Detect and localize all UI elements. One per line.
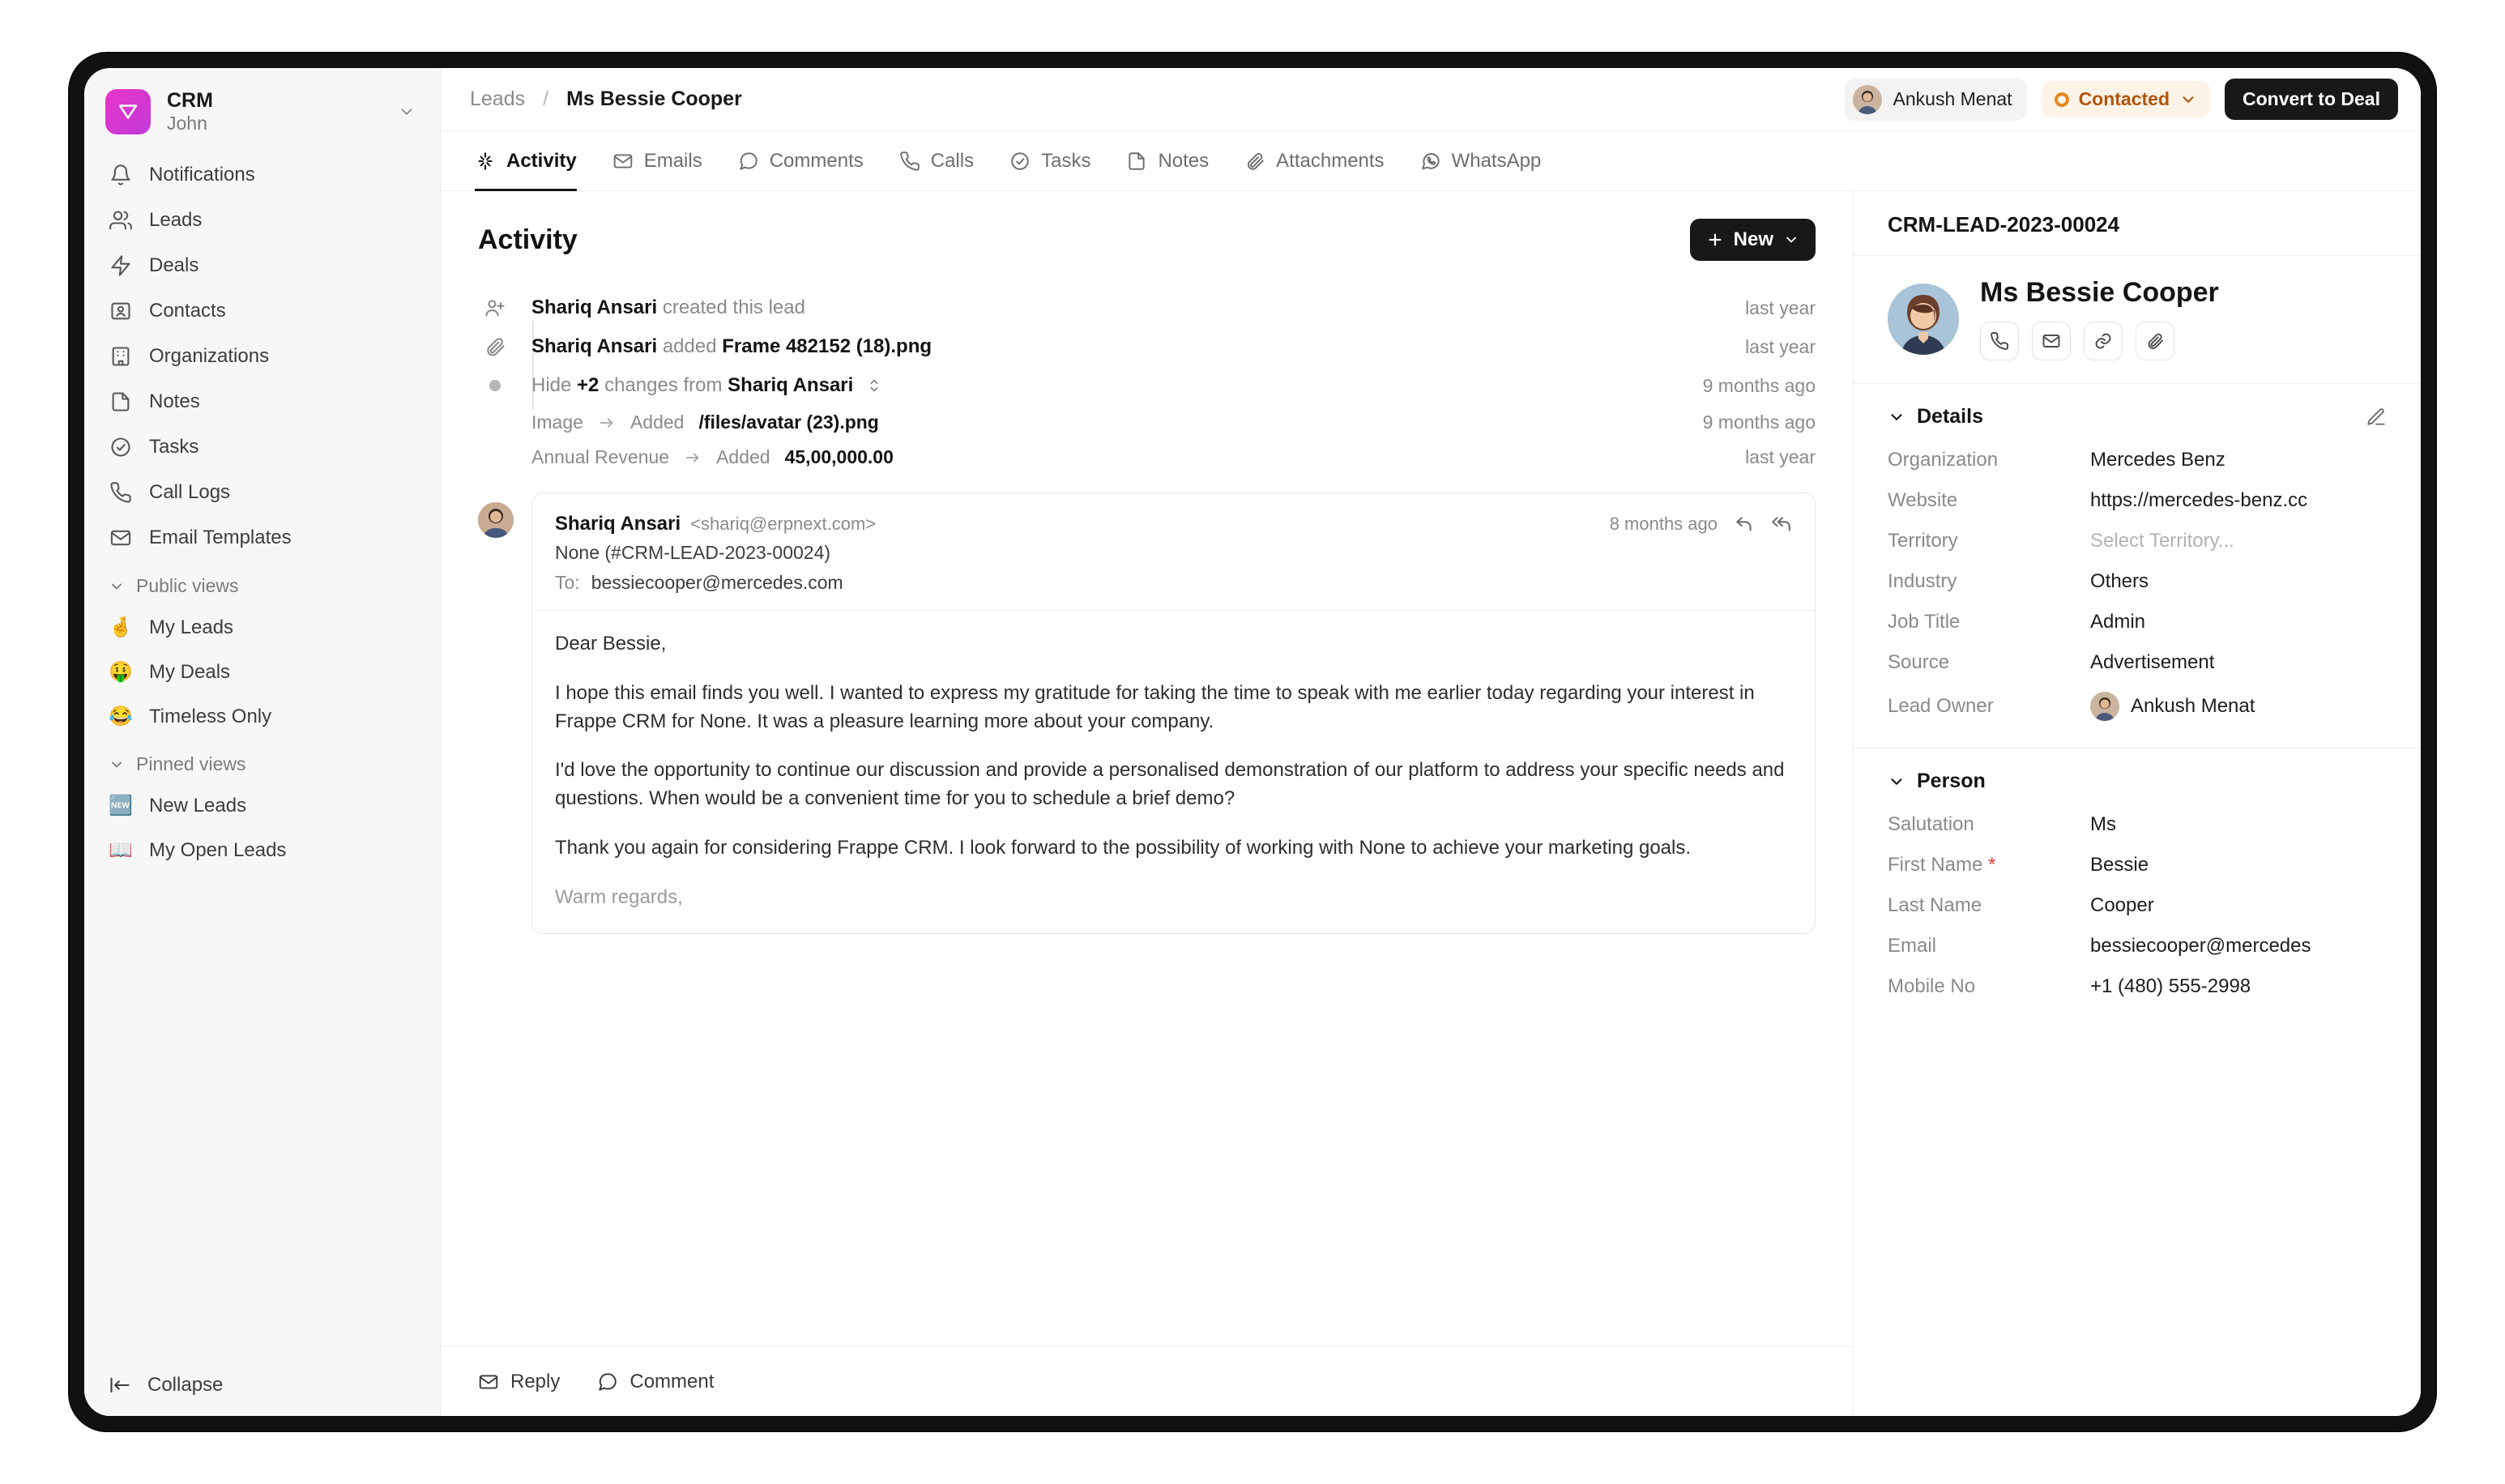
change-time: last year [1745,446,1816,467]
activity-header [478,219,1816,261]
collapse-icon [109,1374,131,1397]
change-action: Added [716,446,770,467]
chevron-down-icon [1888,773,1905,791]
activity-change-row [478,405,1816,440]
activity-time: last year [1745,335,1816,357]
field-value: Admin [2090,611,2146,633]
field-value: Cooper [2090,894,2154,916]
record-id-header [1854,191,2421,256]
changes-actor: Shariq Ansari [728,374,854,396]
note-icon [1126,151,1147,172]
status-label: Contacted [2078,88,2170,109]
field-value: Advertisement [2090,651,2215,673]
email-paragraph: Dear Bessie, [555,633,667,655]
field-value: Bessie [2090,854,2149,876]
field-organization[interactable] [1854,440,2421,480]
workspace-switcher[interactable] [84,68,440,149]
comment-icon [738,151,759,172]
device-frame [70,53,2435,1431]
field-label: Lead Owner [1888,695,1994,717]
field-label: Website [1888,489,1958,511]
reply-label: Reply [510,1370,561,1392]
required-marker: * [1982,854,1996,876]
sidebar-item-new-leads[interactable] [97,783,427,828]
tab-bar [441,131,2421,191]
tab-calls[interactable] [899,131,974,190]
user-plus-icon [478,296,512,319]
tab-label: Emails [643,149,702,172]
person-quick-actions [1980,322,2219,360]
comment-button[interactable] [597,1371,714,1393]
crm-logo-icon [105,89,151,134]
activity-feed[interactable] [441,191,1853,1346]
field-value: bessiecooper@mercedes [2090,935,2311,957]
email-time: 8 months ago [1609,514,1718,534]
field-value-container [2090,692,2387,721]
collapse-label: Collapse [147,1374,224,1396]
field-job-title[interactable] [1854,602,2421,642]
email-header-actions [1610,514,1792,535]
timeline [478,288,1816,475]
sidebar [84,68,441,1416]
hide-label: Hide [531,374,572,396]
paperclip-icon[interactable] [2136,322,2174,360]
composer-bar [441,1346,1853,1416]
building-icon [109,344,133,369]
activity-actor: Shariq Ansari [531,296,658,318]
main-area [441,68,2421,1416]
users-icon [109,208,133,232]
person-title: Person [1917,770,1986,792]
app-window [84,68,2421,1416]
chevron-updown-icon [865,377,883,394]
changes-toggle-text [531,374,883,397]
timeline-dot-icon [478,380,512,391]
new-activity-button[interactable] [1690,219,1816,261]
field-website[interactable] [1854,480,2421,521]
email-content [555,611,1792,912]
activity-event-text [531,335,932,358]
field-first-name[interactable] [1854,845,2421,885]
breadcrumb-separator: / [543,87,549,110]
workspace-labels [167,89,382,134]
sidebar-group-public-views[interactable] [97,561,427,605]
collapse-sidebar-button[interactable] [84,1354,440,1416]
field-label: Mobile No [1888,975,1976,997]
activity-event-text [531,296,805,319]
field-label: Last Name [1888,894,1982,916]
mail-icon [478,1371,499,1392]
activity-changes-toggle[interactable] [478,366,1816,405]
chevron-down-icon [2179,91,2197,109]
change-action: Added [629,412,685,433]
tab-activity[interactable] [475,131,577,190]
sidebar-item-contacts[interactable] [97,288,427,334]
sidebar-item-label: Tasks [149,436,199,458]
arrow-right-icon [598,414,616,432]
breadcrumb-current: Ms Bessie Cooper [566,87,742,110]
sidebar-item-label: Call Logs [149,481,231,503]
sidebar-item-label: My Leads [149,616,234,638]
edit-icon[interactable] [2366,407,2387,428]
sidebar-item-label: Deals [149,254,199,276]
sidebar-item-label: Organizations [149,345,270,367]
email-sender-address: <shariq@erpnext.com> [690,514,877,534]
assignee-name: Ankush Menat [1893,88,2012,109]
book-emoji-icon: 📖 [109,839,133,861]
field-value: +1 (480) 555-2998 [2090,975,2251,997]
activity-time: last year [1745,296,1816,318]
top-bar [441,68,2421,131]
email-paragraph: Thank you again for considering Frappe CRM. I look forward to the possibility of working with None to achieve your marketing goals. [555,836,1692,859]
change-value: 45,00,000.00 [784,446,894,467]
hand-emoji-icon: 🤞 [109,616,133,638]
check-circle-icon [1009,151,1031,172]
change-field: Image [531,412,583,433]
sidebar-item-my-open-leads[interactable] [97,828,427,872]
sidebar-item-notifications[interactable] [97,152,427,198]
avatar [2090,692,2119,721]
chevron-down-icon [109,578,125,595]
assignee-chip[interactable] [1845,79,2027,121]
activity-event-attachment [478,327,1816,366]
field-value: Select Territory... [2090,530,2234,552]
activity-actor: Shariq Ansari [531,335,658,357]
paperclip-icon [478,335,512,358]
field-label: First Name * [1888,854,1996,876]
reply-icon[interactable] [1734,514,1755,535]
sidebar-item-organizations[interactable] [97,334,427,379]
arrow-right-icon [684,449,702,467]
comment-icon [597,1371,618,1392]
money-face-emoji-icon: 🤑 [109,661,133,683]
tab-label: Attachments [1276,149,1385,172]
field-value: Ms [2090,813,2116,835]
change-field: Annual Revenue [531,446,670,467]
activity-action: created this lead [662,296,805,318]
activity-icon [475,151,496,172]
person-header [1854,256,2421,384]
chevron-down-icon[interactable] [398,103,419,121]
change-time: 9 months ago [1702,412,1816,433]
workspace-user: John [167,113,207,134]
sidebar-item-email-templates[interactable] [97,515,427,561]
field-label: Organization [1888,449,1999,471]
activity-action: added [662,335,717,357]
check-circle-icon [109,435,133,459]
tab-emails[interactable] [612,131,702,190]
field-label: Job Title [1888,611,1961,633]
change-value: /files/avatar (23).png [698,412,879,433]
breadcrumb-leads[interactable]: Leads [470,87,526,110]
sidebar-item-timeless-only[interactable] [97,694,427,739]
sidebar-item-label: Timeless Only [149,705,272,727]
sidebar-item-label: My Open Leads [149,838,287,861]
avatar [478,502,514,538]
email-paragraph: Warm regards, [555,885,683,908]
field-label: Salutation [1888,813,1974,835]
email-activity-card [478,493,1816,934]
tab-label: WhatsApp [1451,149,1542,172]
sidebar-item-notes[interactable] [97,379,427,424]
tab-label: Tasks [1041,149,1091,172]
convert-to-deal-button[interactable]: Convert to Deal [2225,79,2398,120]
chevron-down-icon [109,757,125,773]
field-value: Ankush Menat [2131,695,2255,717]
field-label: Territory [1888,530,1958,552]
phone-icon[interactable] [1980,322,2019,360]
sidebar-nav [84,149,440,872]
sidebar-item-deals[interactable] [97,243,427,288]
activity-target: Frame 482152 (18).png [722,335,932,357]
sidebar-spacer [84,872,440,1354]
email-paragraph: I'd love the opportunity to continue our discussion and provide a personalised demonstration of our platform to address your specific needs and questions. When would be a convenient time for you to schedule a brief demo? [555,759,1785,810]
email-sender-name: Shariq Ansari [555,513,681,535]
avatar[interactable] [1888,284,1959,355]
phone-icon [109,480,133,505]
sidebar-item-label: New Leads [149,794,247,817]
tab-label: Activity [506,149,577,172]
field-label: Email [1888,935,1937,957]
changes-label: changes from [604,374,723,396]
sidebar-item-my-leads[interactable] [97,605,427,650]
comment-label: Comment [629,1370,715,1392]
field-last-name[interactable] [1854,885,2421,926]
sidebar-item-label: Notes [149,390,200,412]
details-title: Details [1917,405,1983,428]
details-section-header[interactable] [1854,384,2421,440]
field-salutation[interactable] [1854,804,2421,845]
workspace-name: CRM [167,89,213,113]
field-lead-owner[interactable] [1854,683,2421,730]
field-industry[interactable] [1854,561,2421,602]
field-label: Source [1888,651,1950,673]
activity-column [441,191,1854,1416]
field-value: Mercedes Benz [2090,449,2225,471]
whatsapp-icon [1420,151,1441,172]
reply-all-icon[interactable] [1771,514,1792,535]
sidebar-item-label: Notifications [149,164,255,186]
email-body-box [531,493,1816,934]
record-id: CRM-LEAD-2023-00024 [1888,212,2120,237]
field-email[interactable] [1854,926,2421,966]
person-section-header[interactable] [1854,748,2421,804]
avatar [1853,85,1882,114]
tab-comments[interactable] [738,131,864,190]
note-icon [109,390,133,414]
sidebar-group-pinned-views[interactable] [97,739,427,783]
page-title: Activity [478,224,578,255]
status-dot-icon [2055,92,2069,107]
new-emoji-icon: 🆕 [109,795,133,817]
field-value: Others [2090,570,2149,592]
tab-label: Calls [930,149,975,172]
field-source[interactable] [1854,642,2421,683]
detail-panel [1854,191,2421,1416]
tab-notes[interactable] [1126,131,1209,190]
status-badge[interactable] [2042,81,2210,117]
bolt-icon [109,254,133,278]
tab-label: Comments [769,149,864,172]
tab-label: Notes [1158,149,1210,172]
top-bar-actions [1845,79,2398,121]
email-header [555,513,1792,535]
person-name: Ms Bessie Cooper [1980,277,2219,308]
chevron-down-icon [1783,232,1799,248]
laughing-emoji-icon: 😂 [109,706,133,727]
field-mobile-no[interactable] [1854,966,2421,1007]
sidebar-item-label: Contacts [149,300,226,322]
field-label: Industry [1888,570,1957,592]
email-to-value: bessiecooper@mercedes.com [591,572,843,593]
paperclip-icon [1244,151,1265,172]
email-to-label: To: [555,572,580,593]
sidebar-item-my-deals[interactable] [97,650,427,694]
sidebar-item-tasks[interactable] [97,424,427,470]
changes-count: +2 [577,374,600,396]
activity-change-row [478,440,1816,475]
contact-icon [109,299,133,323]
reply-button[interactable] [478,1371,560,1393]
email-recipient-row [555,572,1792,594]
field-territory[interactable] [1854,521,2421,561]
sidebar-item-label: Email Templates [149,527,292,548]
new-activity-label: New [1733,228,1773,250]
activity-event-created [478,288,1816,327]
tab-tasks[interactable] [1009,131,1090,190]
sidebar-item-call-logs[interactable] [97,470,427,515]
sidebar-item-label: My Deals [149,660,231,683]
sidebar-group-label: Pinned views [136,753,246,774]
content-area [441,191,2421,1416]
mail-icon [109,526,133,550]
plus-icon [1706,231,1724,249]
field-value: https://mercedes-benz.cc [2090,489,2308,511]
person-header-text [1980,277,2219,360]
bell-icon [109,163,133,187]
mail-icon[interactable] [2032,322,2071,360]
tab-attachments[interactable] [1244,131,1384,190]
email-paragraph: I hope this email finds you well. I wanted to express my gratitude for taking the time to speak with me earlier today regarding your interest in Frappe CRM for None. It was a pleasure learning more about your company. [555,681,1755,732]
link-icon[interactable] [2084,322,2123,360]
phone-icon [899,151,920,172]
mail-icon [612,151,634,172]
sidebar-group-label: Public views [136,575,239,596]
activity-time: 9 months ago [1702,374,1816,396]
chevron-down-icon [1888,408,1905,426]
email-subject: None (#CRM-LEAD-2023-00024) [555,542,831,563]
sidebar-item-leads[interactable] [97,198,427,243]
sidebar-item-label: Leads [149,209,203,231]
tab-whatsapp[interactable] [1420,131,1542,190]
